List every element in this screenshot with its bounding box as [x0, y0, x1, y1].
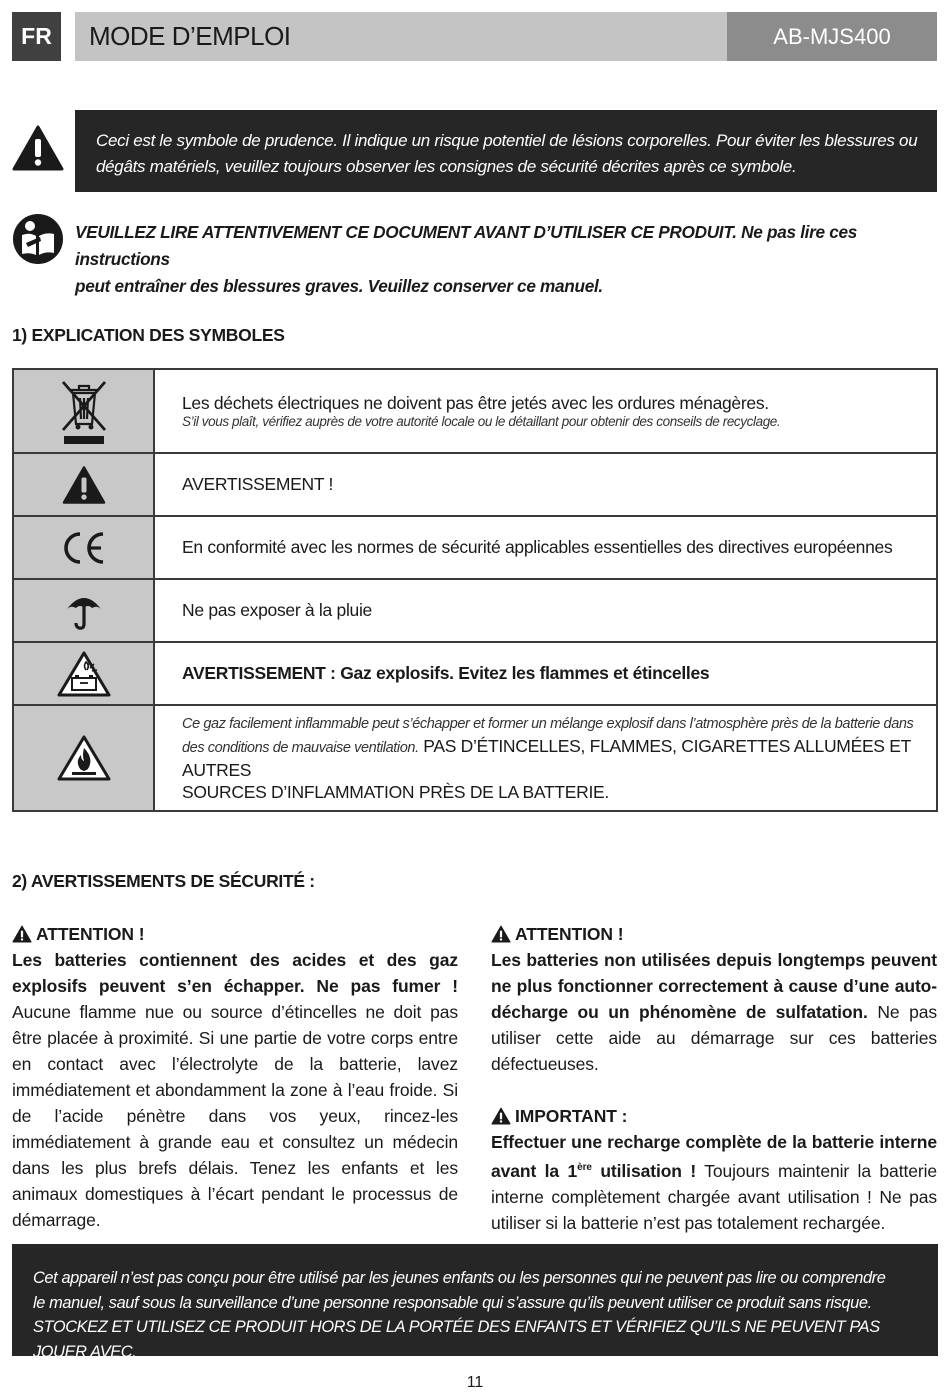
symbol-description: AVERTISSEMENT : Gaz explosifs. Evitez les flammes et étincelles	[182, 663, 710, 683]
notice-line-1: Cet appareil n’est pas conçu pour être utilisé par les jeunes enfants ou les personnes qui ne peuvent pas lire ou comprendre	[33, 1269, 886, 1287]
symbols-table	[12, 368, 938, 812]
table-row	[14, 454, 936, 517]
caution-line-2: dégâts matériels, veuillez toujours observer les consignes de sécurité décrites après ce symbole.	[96, 157, 797, 176]
warning-triangle-icon	[61, 465, 107, 505]
table-icon-cell	[14, 517, 155, 578]
superscript: ère	[577, 1162, 592, 1173]
important-label: IMPORTANT :	[515, 1106, 628, 1126]
read-instructions-notice	[75, 219, 945, 300]
table-text-cell	[155, 370, 936, 452]
table-row	[14, 580, 936, 643]
symbol-subnote: des conditions de mauvaise ventilation.	[182, 740, 419, 756]
table-row	[14, 706, 936, 810]
attention-bold-2: peuvent s’en échapper. Ne pas fumer !	[98, 976, 458, 996]
flammable-icon	[56, 734, 112, 782]
symbol-description: Ne pas exposer à la pluie	[182, 600, 372, 620]
symbol-subnote: Ce gaz facilement inflammable peut s’échapper et former un mélange explosif dans l’atmosphère près de la batterie dans	[182, 716, 914, 732]
table-text-cell	[155, 643, 936, 704]
table-icon-cell	[14, 643, 155, 704]
table-text-cell	[155, 517, 936, 578]
symbol-warning-upper: PAS D’ÉTINCELLES, FLAMMES, CIGARETTES ALLUMÉES ET AUTRES	[182, 736, 911, 780]
umbrella-icon	[64, 591, 104, 631]
symbol-subnote: S’il vous plaît, vérifiez auprès de votre autorité locale ou le détaillant pour obtenir des conseils de recyclage.	[182, 414, 781, 429]
table-row	[14, 643, 936, 706]
section-title-symbols: 1) EXPLICATION DES SYMBOLES	[12, 325, 285, 345]
attention-label: ATTENTION !	[36, 924, 145, 944]
table-row	[14, 517, 936, 580]
symbol-description: AVERTISSEMENT !	[182, 474, 334, 494]
caution-line-1: Ceci est le symbole de prudence. Il indique un risque potentiel de lésions corporelles. Pour éviter les blessures ou	[96, 131, 918, 150]
attention-text: Ne pas utiliser cette aide au démarrage sur ces batteries défectueuses.	[491, 1002, 937, 1074]
warning-triangle-icon	[491, 925, 511, 943]
warning-triangle-icon	[12, 124, 64, 172]
table-icon-cell	[14, 454, 155, 515]
page-number: 11	[466, 1374, 484, 1391]
table-row	[14, 370, 936, 454]
read-manual-icon	[12, 213, 64, 265]
symbol-description	[182, 735, 936, 781]
ce-mark-icon	[61, 530, 107, 566]
attention-heading	[12, 921, 458, 947]
attention-text: Aucune flamme nue ou source d’étincelles ne doit pas être placée à proximité. Si une partie de votre corps entre en contact avec l’électrolyte de la batterie, lavez immédiatement et abondamment la zone à l’eau froide. Si de l’acide pénètre dans vos yeux, rincez-les immédiatement à grande eau et consultez un médecin dans les plus brefs délais. Tenez les enfants et les animaux domestiques à l’écart pendant le processus de démarrage.	[12, 1002, 458, 1230]
read-notice-line-2: peut entraîner des blessures graves. Veuillez conserver ce manuel.	[75, 276, 603, 296]
page-title: MODE D’EMPLOI	[75, 12, 727, 61]
table-icon-cell	[14, 706, 155, 810]
table-text-cell	[155, 706, 936, 810]
children-safety-notice	[12, 1244, 938, 1361]
important-bold-b: utilisation !	[600, 1160, 697, 1181]
attention-label: ATTENTION !	[515, 924, 624, 944]
safety-column-right	[491, 921, 937, 1236]
read-notice-line-1: VEUILLEZ LIRE ATTENTIVEMENT CE DOCUMENT AVANT D’UTILISER CE PRODUIT. Ne pas lire ces instructions	[75, 222, 858, 269]
warning-triangle-icon	[491, 1107, 511, 1125]
safety-column-left	[12, 921, 458, 1233]
warning-triangle-icon	[12, 925, 32, 943]
table-icon-cell	[14, 370, 155, 452]
attention-bold-1: Les batteries contiennent des acides et des gaz explosifs	[12, 950, 458, 996]
table-text-cell	[155, 454, 936, 515]
important-bold-a: Effectuer une recharge complète de la batterie interne avant la 1	[491, 1132, 937, 1181]
section-title-safety: 2) AVERTISSEMENTS DE SÉCURITÉ :	[12, 871, 315, 891]
language-badge: FR	[12, 12, 61, 61]
important-text: Toujours maintenir la batterie interne complètement chargée avant utilisation ! Ne pas utiliser si la batterie n’est pas totalement rechargée.	[491, 1160, 937, 1233]
crossed-bin-icon	[57, 376, 111, 446]
battery-explosive-icon	[56, 650, 112, 698]
model-number: AB-MJS400	[727, 12, 937, 61]
notice-line-3: STOCKEZ ET UTILISEZ CE PRODUIT HORS DE LA PORTÉE DES ENFANTS ET VÉRIFIEZ QU’ILS NE PEUVENT PAS JOUER AVEC.	[33, 1318, 880, 1361]
table-text-cell	[155, 580, 936, 641]
symbol-description: Les déchets électriques ne doivent pas être jetés avec les ordures ménagères.	[182, 393, 769, 413]
notice-line-2: le manuel, sauf sous la surveillance d’une personne responsable qui s’assure qu’ils peuvent utiliser ce produit sans risque.	[33, 1293, 872, 1312]
attention-body	[491, 947, 937, 1077]
symbol-warning-upper: SOURCES D’INFLAMMATION PRÈS DE LA BATTERIE.	[182, 782, 609, 802]
symbol-description: En conformité avec les normes de sécurité applicables essentielles des directives européennes	[182, 537, 893, 557]
attention-heading	[491, 921, 937, 947]
important-heading	[491, 1103, 937, 1129]
important-body	[491, 1129, 937, 1236]
caution-notice	[75, 110, 937, 192]
attention-body	[12, 947, 458, 1233]
attention-bold: Les batteries non utilisées depuis longtemps peuvent ne plus fonctionner correctement à cause d’une auto-décharge ou un phénomène de sulfatation.	[491, 950, 937, 1022]
table-icon-cell	[14, 580, 155, 641]
